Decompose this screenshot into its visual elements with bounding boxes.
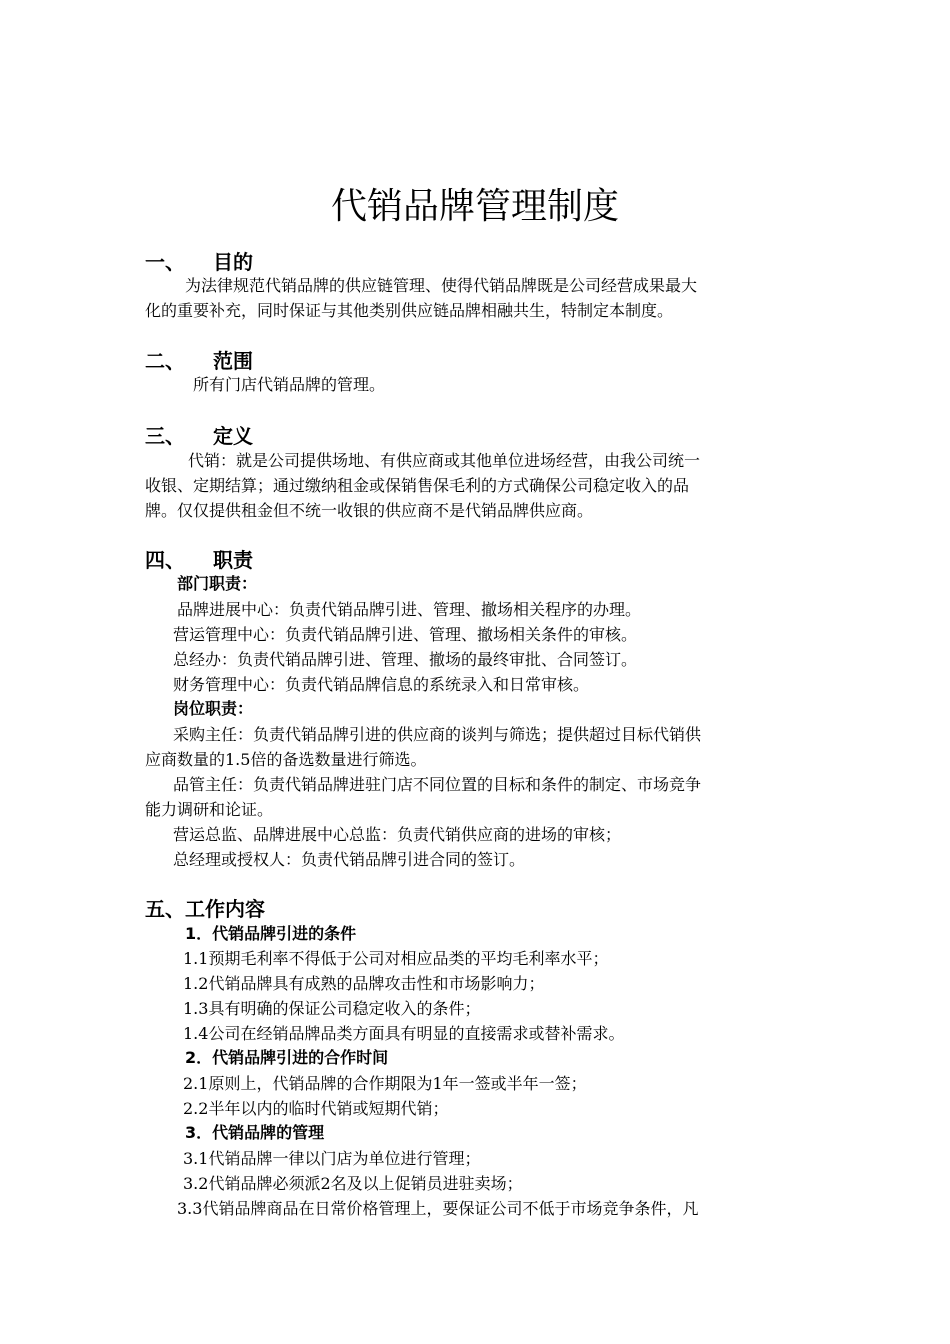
section-number: 一、 — [145, 250, 185, 274]
post-line-2: 应商数量的1.5倍的备选数量进行筛选。 — [145, 750, 427, 769]
section-heading-scope — [145, 348, 253, 374]
post-line-5: 营运总监、品牌进展中心总监：负责代销供应商的进场的审核； — [173, 825, 622, 844]
section-heading-responsibilities — [145, 547, 253, 573]
section-heading-purpose — [145, 249, 253, 275]
section-number: 三、 — [145, 424, 185, 448]
dept-line-1: 品牌进展中心：负责代销品牌引进、管理、撤场相关程序的办理。 — [177, 600, 642, 619]
subsection-1-title: 1．代销品牌引进的条件 — [185, 924, 357, 943]
section-number: 四、 — [145, 548, 185, 572]
post-line-4: 能力调研和论证。 — [145, 800, 274, 819]
definition-line-2: 收银、定期结算；通过缴纳租金或保销售保毛利的方式确保公司稳定收入的品 — [145, 476, 690, 495]
dept-line-2: 营运管理中心：负责代销品牌引进、管理、撤场相关条件的审核。 — [173, 625, 638, 644]
document-title: 代销品牌管理制度 — [330, 186, 619, 227]
item-1-3: 1.3具有明确的保证公司稳定收入的条件； — [183, 999, 481, 1018]
purpose-line-2: 化的重要补充，同时保证与其他类别供应链品牌相融共生，特制定本制度。 — [145, 301, 674, 320]
purpose-line-1: 为法律规范代销品牌的供应链管理、使得代销品牌既是公司经营成果最大 — [185, 276, 698, 295]
section-heading-work-content: 五、工作内容 — [145, 897, 265, 921]
definition-line-3: 牌。仅仅提供租金但不统一收银的供应商不是代销品牌供应商。 — [145, 501, 594, 520]
section-title: 定义 — [213, 424, 253, 448]
dept-line-3: 总经办：负责代销品牌引进、管理、撤场的最终审批、合同签订。 — [173, 650, 638, 669]
item-1-4: 1.4公司在经销品牌品类方面具有明显的直接需求或替补需求。 — [183, 1024, 625, 1043]
section-heading-definition — [145, 423, 253, 449]
definition-line-1: 代销：就是公司提供场地、有供应商或其他单位进场经营，由我公司统一 — [188, 451, 701, 470]
item-2-2: 2.2半年以内的临时代销或短期代销； — [183, 1099, 449, 1118]
item-3-2: 3.2代销品牌必须派2名及以上促销员进驻卖场； — [183, 1174, 523, 1193]
subsection-3-title: 3．代销品牌的管理 — [185, 1123, 325, 1142]
scope-line-1: 所有门店代销品牌的管理。 — [193, 375, 386, 394]
item-1-1: 1.1预期毛利率不得低于公司对相应品类的平均毛利率水平； — [183, 949, 609, 968]
item-3-1: 3.1代销品牌一律以门店为单位进行管理； — [183, 1149, 481, 1168]
post-line-1: 采购主任：负责代销品牌引进的供应商的谈判与筛选；提供超过目标代销供 — [173, 725, 702, 744]
section-title: 职责 — [213, 548, 253, 572]
dept-responsibilities-label: 部门职责： — [177, 574, 258, 593]
post-line-6: 总经理或授权人：负责代销品牌引进合同的签订。 — [173, 850, 526, 869]
dept-line-4: 财务管理中心：负责代销品牌信息的系统录入和日常审核。 — [173, 675, 590, 694]
section-title: 目的 — [213, 250, 253, 274]
item-1-2: 1.2代销品牌具有成熟的品牌攻击性和市场影响力； — [183, 974, 545, 993]
post-line-3: 品管主任：负责代销品牌进驻门店不同位置的目标和条件的制定、市场竞争 — [173, 775, 702, 794]
item-3-3: 3.3代销品牌商品在日常价格管理上，要保证公司不低于市场竞争条件，凡 — [177, 1199, 699, 1218]
subsection-2-title: 2．代销品牌引进的合作时间 — [185, 1048, 389, 1067]
section-number: 二、 — [145, 349, 185, 373]
post-responsibilities-label: 岗位职责： — [173, 699, 254, 718]
item-2-1: 2.1原则上，代销品牌的合作期限为1年一签或半年一签； — [183, 1074, 587, 1093]
section-title: 范围 — [213, 349, 253, 373]
